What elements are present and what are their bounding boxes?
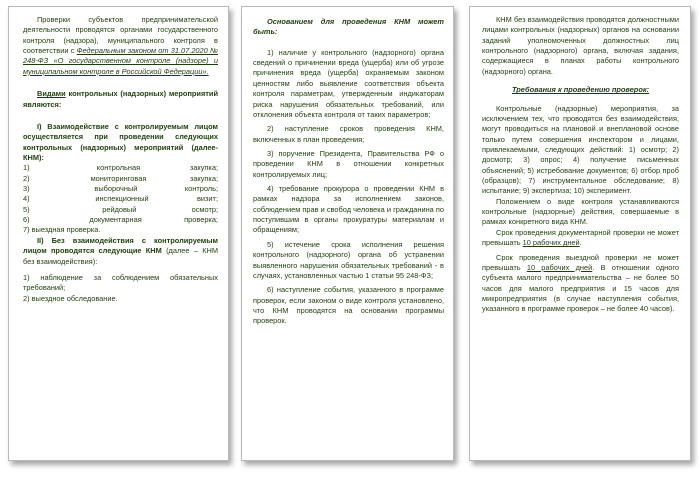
- list-item: [23, 174, 218, 184]
- types-rest: контрольных (надзорных) мероприятий являются:: [23, 89, 218, 109]
- list-item-type: контроль;: [184, 184, 218, 194]
- onsite-term-text: Срок проведения выездной проверки не может превышать: [482, 252, 679, 272]
- no-interaction-item: 1) наблюдение за соблюдением обязательных требований;: [23, 272, 218, 293]
- grounds-heading: Основанием для проведения КНМ может быть:: [253, 17, 444, 37]
- actions-paragraph: Контрольные (надзорные) мероприятия, за исключением тех, что проводятся без взаимодействия, могут проводиться на плановой и внеплановой основе только путем совершения инспектором и лицами, привлекаемыми, следующих действий: 1) осмотр; 2) досмотр; 3) опрос; 4) получение письменных объяснений; 5) истребование документов; 6) отбор проб (образцов); 7) инструментальное обследование; 8) испытание; 9) экспертиза; 10) эксперимент.: [482, 103, 679, 196]
- no-interaction-paragraph: КНМ без взаимодействия проводятся должностными лицами контрольных (надзорных) органов на основании заданий уполномоченных должностных лиц контрольного (надзорного) органа, включая задания, содержащиеся в планах работы контрольного (надзорного) органа.: [482, 15, 679, 76]
- ground-item: 2) наступление сроков проведения КНМ, включенных в план проведения;: [253, 124, 444, 144]
- ground-item: 5) истечение срока исполнения решения контрольного (надзорного) органа об устранении выявленного нарушения обязательных требований - в случаях, установленных частью 1 статьи 95 248-ФЗ;: [253, 239, 444, 280]
- list-item: [23, 184, 218, 194]
- list-item-name: документарная: [89, 215, 142, 225]
- onsite-term-days: 10 рабочих дней: [526, 262, 593, 272]
- list-item-number: 1): [23, 163, 30, 173]
- types-heading: [23, 89, 218, 110]
- ground-item: 1) наличие у контрольного (надзорного) органа сведений о причинении вреда (ущерба) или об угрозе причинения вреда (ущерба) охраняемым законом ценностям либо выявление соответствия объекта контроля параметрам, утвержденным индикаторам риска нарушения обязательных требований, или отклонения объекта контроля от таких параметров;: [253, 47, 444, 119]
- federal-law-link[interactable]: Федеральным законом от 31.07.2020 № 248-ФЗ «О государственном контроле (надзоре) и муниципальном контроле в Российской Федерации».: [23, 46, 218, 76]
- list-item: [23, 215, 218, 225]
- list-item-name: выборочный: [94, 184, 138, 194]
- ground-item: 3) поручение Президента, Правительства РФ о проведении КНМ в отношении конкретных контролируемых лиц;: [253, 148, 444, 179]
- inspection-list: [23, 163, 218, 236]
- list-item-type: проверка;: [184, 215, 218, 225]
- intro-text: Проверки субъектов предпринимательской деятельности проводятся органами государственного контроля (надзора), муниципального контроля в соответствии с: [23, 15, 218, 56]
- onsite-term-paragraph: [482, 253, 679, 315]
- list-item-number: 5): [23, 204, 30, 214]
- section2-heading-bold: II) Без взаимодействия с контролируемым лицом проводятся следующие КНМ: [23, 235, 218, 256]
- list-item-name: рейдовый: [102, 204, 137, 214]
- list-item-name: мониторинговая: [90, 173, 147, 183]
- list-item-type: осмотр;: [191, 204, 218, 214]
- list-item-number: 6): [23, 215, 30, 225]
- list-item-type: закупка;: [189, 163, 218, 173]
- list-item-type: визит;: [196, 194, 218, 204]
- intro-paragraph: [23, 15, 218, 77]
- right-panel: [469, 6, 691, 461]
- list-item: [23, 205, 218, 215]
- left-panel: [8, 6, 229, 461]
- no-interaction-item: 2) выездное обследование.: [23, 293, 118, 303]
- ground-item: 6) наступление события, указанного в программе проверок, если законом о виде контроля установлено, что КНМ проводятся на основании программы проверок.: [253, 285, 444, 326]
- list-item-name: контрольная: [96, 163, 141, 173]
- types-word: Видами: [37, 89, 66, 99]
- regulation-paragraph: Положением о виде контроля устанавливаются контрольные (надзорные) действия, совершаемые в рамках конкретного вида КНМ.: [482, 196, 679, 227]
- list-item: [23, 194, 218, 204]
- list-item-name: инспекционный: [95, 194, 149, 204]
- requirements-heading: Требования к проведению проверок:: [511, 85, 650, 95]
- documentary-term-end: .: [579, 238, 582, 248]
- section1-heading: I) Взаимодействие с контролируемым лицом осуществляется при проведении следующих контрольных (надзорных) мероприятий (далее-КНМ):: [23, 121, 218, 162]
- list-item: [23, 163, 218, 173]
- documentary-term-paragraph: [482, 228, 679, 249]
- list-item-number: 2): [23, 173, 30, 183]
- section2-heading: [23, 236, 218, 267]
- middle-panel: [241, 6, 454, 461]
- list-item-last: 7) выездная проверка.: [23, 225, 101, 235]
- documentary-term-text: Срок проведения документарной проверки не может превышать: [482, 227, 679, 248]
- list-item-type: закупка;: [189, 173, 218, 183]
- list-item-number: 3): [23, 184, 30, 194]
- onsite-term-rest: . В отношении одного субъекта малого предпринимательства – не более 50 часов для малого предприятия и 15 часов для микропредприятия (в случае наступления события, указанного в программе проверок – не более 40 часов).: [482, 262, 679, 314]
- ground-item: 4) требование прокурора о проведении КНМ в рамках надзора за исполнением законов, соблюдением прав и свобод человека и гражданина по поступившим в органы прокуратуры материалам и обращениям;: [253, 184, 444, 235]
- list-item-number: 4): [23, 194, 30, 204]
- documentary-term-days: 10 рабочих дней: [522, 238, 580, 248]
- section2-heading-rest: (далее – КНМ без взаимодействия):: [23, 246, 218, 266]
